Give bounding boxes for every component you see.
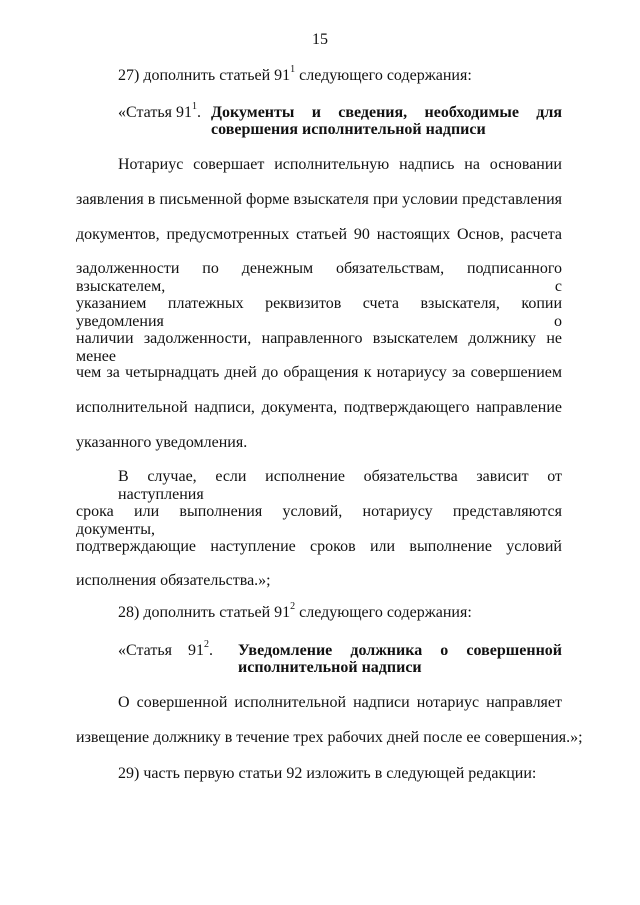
para1-line: указанием платежных реквизитов счета взыскателя, копии уведомления о bbox=[76, 295, 562, 330]
article-91-2-title-line1: Уведомление должника о совершенной bbox=[238, 642, 562, 659]
page-number: 15 bbox=[312, 31, 328, 48]
article-91-2-number bbox=[188, 638, 213, 660]
para2-line: В случае, если исполнение обязательства зависит от наступления bbox=[118, 468, 562, 503]
para1-line: заявления в письменной форме взыскателя при условии представления bbox=[76, 191, 562, 208]
para2-line: срока или выполнения условий, нотариусу представляются документы, bbox=[76, 503, 562, 538]
para1-line: чем за четырнадцать дней до обращения к нотариусу за совершением bbox=[76, 364, 562, 381]
article-91-2-prefix-word: «Статья bbox=[118, 642, 172, 659]
para3-line: извещение должнику в течение трех рабочих дней после ее совершения.»; bbox=[76, 729, 583, 746]
item-28-sup: 2 bbox=[290, 600, 296, 612]
article-91-1-title-line1: Документы и сведения, необходимые для bbox=[211, 104, 562, 121]
item-28 bbox=[118, 600, 472, 622]
para3-line: О совершенной исполнительной надписи нотариус направляет bbox=[118, 694, 562, 711]
article-91-1-dot: . bbox=[196, 104, 201, 121]
item-28-text: 28) дополнить статьей 91 bbox=[118, 604, 291, 621]
item-27 bbox=[118, 63, 472, 85]
article-91-2-num: 91 bbox=[188, 642, 204, 659]
article-91-2-dot: . bbox=[209, 642, 213, 659]
para1-line: задолженности по денежным обязательствам, подписанного взыскателем, с bbox=[76, 260, 562, 295]
article-91-2-title-line2: исполнительной надписи bbox=[238, 659, 422, 676]
para1-line: наличии задолженности, направленного взыскателем должнику не менее bbox=[76, 330, 562, 365]
article-91-2-sup: 2 bbox=[204, 638, 209, 650]
article-91-1-label: «Статья 91 bbox=[118, 104, 192, 121]
para1-line: указанного уведомления. bbox=[76, 434, 248, 451]
para1-line: документов, предусмотренных статьей 90 настоящих Основ, расчета bbox=[76, 226, 562, 243]
article-91-1-prefix bbox=[118, 100, 201, 122]
para1-line: Нотариус совершает исполнительную надпись на основании bbox=[118, 156, 562, 173]
para2-line: исполнения обязательства.»; bbox=[76, 572, 271, 589]
item-28-text-after: следующего содержания: bbox=[295, 604, 472, 621]
article-91-1-title-line2: совершения исполнительной надписи bbox=[211, 121, 486, 138]
item-27-text: 27) дополнить статьей 91 bbox=[118, 67, 291, 84]
item-27-sup: 1 bbox=[290, 63, 296, 75]
item-29: 29) часть первую статьи 92 изложить в следующей редакции: bbox=[118, 765, 537, 782]
item-27-text-after: следующего содержания: bbox=[295, 67, 472, 84]
para2-line: подтверждающие наступление сроков или выполнение условий bbox=[76, 538, 562, 555]
para1-line: исполнительной надписи, документа, подтверждающего направление bbox=[76, 399, 562, 416]
article-91-1-sup: 1 bbox=[191, 100, 197, 112]
